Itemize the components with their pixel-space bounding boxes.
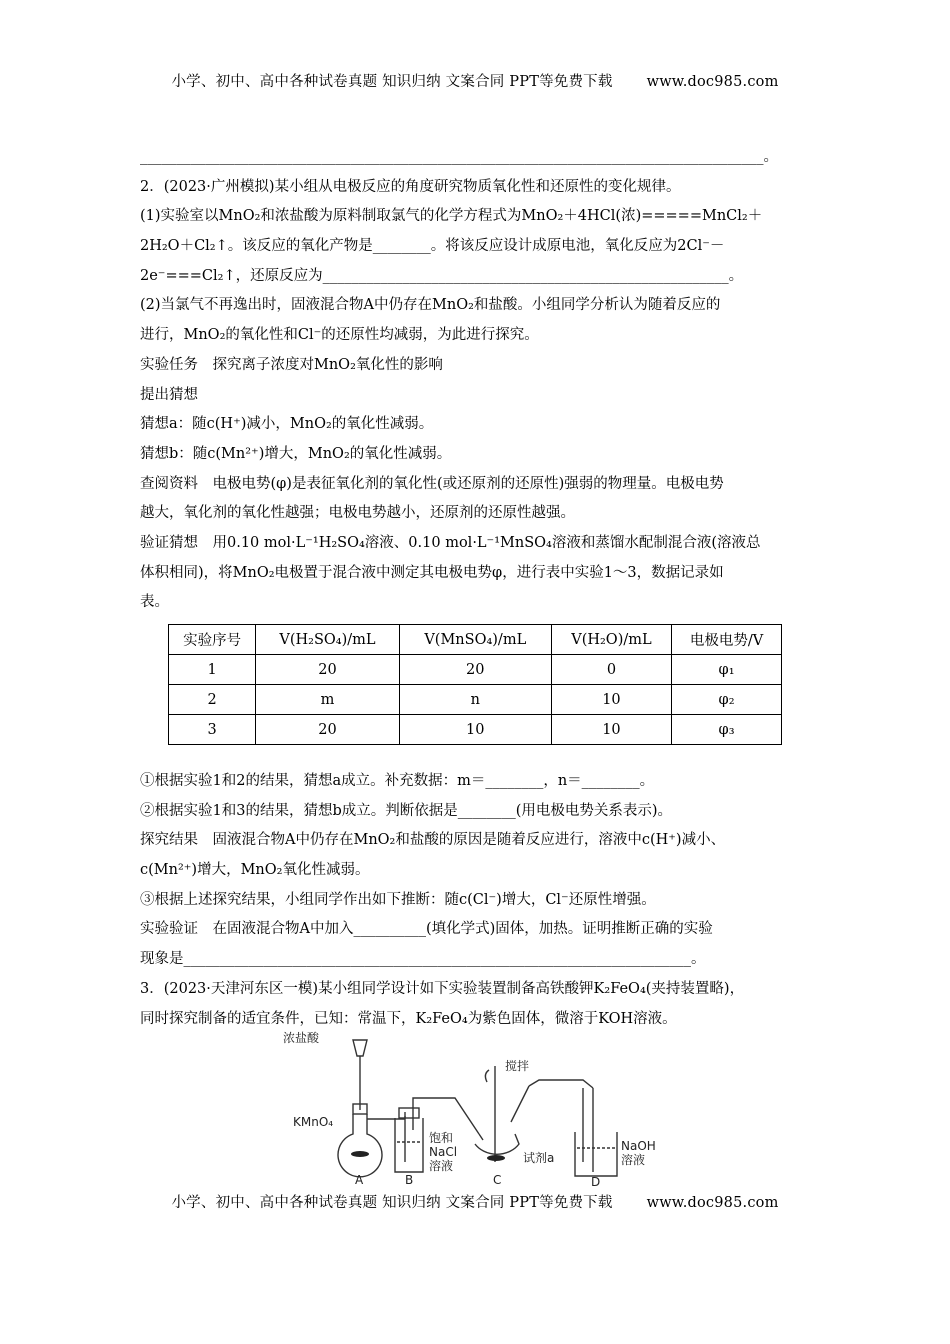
table-row [169, 655, 782, 685]
text-line: 现象是______________________________________________________________________。 [140, 951, 706, 968]
label-b: B [405, 1173, 414, 1187]
answer-line: ______________________________________________________________________________________。 [140, 149, 778, 165]
text-line: 查阅资料 电极电势(φ)是表征氧化剂的氧化性(或还原剂的还原性)强弱的物理量。电极电势 [140, 475, 724, 492]
table-header-cell: 电极电势/V [672, 625, 782, 655]
document-body [140, 143, 820, 1034]
table-cell: 20 [256, 715, 400, 745]
table-header-row [169, 625, 782, 655]
label-naoh-2: 溶液 [621, 1153, 646, 1167]
table-cell: 1 [169, 655, 256, 685]
text-line: 体积相同)，将MnO₂电极置于混合液中测定其电极电势φ，进行表中实验1～3，数据记录如 [140, 564, 724, 581]
text-line: 实验验证 在固液混合物A中加入__________(填化学式)固体，加热。证明推断正确的实验 [140, 921, 713, 938]
q2-prefix: 2．(2023· [140, 178, 211, 195]
label-nacl-1: 饱和 [429, 1131, 454, 1145]
table-row [169, 715, 782, 745]
text-line: (1)实验室以MnO₂和浓盐酸为原料制取氯气的化学方程式为MnO₂＋4HCl(浓)=====MnCl₂＋ [140, 208, 763, 225]
label-a: A [355, 1173, 364, 1187]
question-3-title [140, 975, 820, 1005]
label-naoh-1: NaOH [621, 1139, 656, 1153]
text-line: 实验任务 探究离子浓度对MnO₂氧化性的影响 [140, 356, 443, 373]
page-footer [0, 1191, 950, 1212]
label-reagent: 试剂a [523, 1151, 555, 1165]
label-nacl-2: NaCl [429, 1145, 458, 1159]
table-header-cell: V(H₂O)/mL [551, 625, 671, 655]
text-line: 猜想a：随c(H⁺)减小，MnO₂的氧化性减弱。 [140, 416, 434, 433]
table-cell: 10 [551, 685, 671, 715]
solid-a [351, 1151, 369, 1157]
page-header [0, 70, 950, 91]
text-line: ②根据实验1和3的结果，猜想b成立。判断依据是________(用电极电势关系表示)。 [140, 802, 673, 819]
text-line: 2H₂O＋Cl₂↑。该反应的氧化产物是________。将该反应设计成原电池，氧化反应为2Cl⁻－ [140, 238, 725, 255]
table-cell: 10 [551, 715, 671, 745]
label-stir: 搅拌 [505, 1059, 530, 1073]
q2-stem: )某小组从电极反应的角度研究物质氧化性和还原性的变化规律。 [268, 178, 681, 195]
q3-prefix: 3．(2023· [140, 980, 211, 997]
text-line: ③根据上述探究结果，小组同学作出如下推断：随c(Cl⁻)增大，Cl⁻还原性增强。 [140, 891, 656, 908]
table-cell: 10 [399, 715, 551, 745]
footer-text: 小学、初中、高中各种试卷真题 知识归纳 文案合同 PPT等免费下载 [171, 1195, 613, 1211]
text-line: (2)当氯气不再逸出时，固液混合物A中仍存在MnO₂和盐酸。小组同学分析认为随着反应的 [140, 297, 721, 314]
table-cell: 20 [399, 655, 551, 685]
text-line: 验证猜想 用0.10 mol·L⁻¹H₂SO₄溶液、0.10 mol·L⁻¹MnSO₄溶液和蒸馏水配制混合液(溶液总 [140, 534, 761, 551]
text-line: ①根据实验1和2的结果，猜想a成立。补充数据：m＝________，n＝________。 [140, 773, 655, 789]
text-line: 提出猜想 [140, 386, 198, 403]
q2-source: 广州模拟 [210, 178, 269, 195]
label-nacl-3: 溶液 [429, 1159, 454, 1173]
text-line: 同时探究制备的适宜条件，已知：常温下，K₂FeO₄为紫色固体，微溶于KOH溶液。 [140, 1010, 677, 1027]
table-cell: φ₂ [672, 685, 782, 715]
solid-c [487, 1155, 505, 1161]
text-line: 进行，MnO₂的氧化性和Cl⁻的还原性均减弱，为此进行探究。 [140, 327, 539, 344]
table-cell: 2 [169, 685, 256, 715]
label-c: C [493, 1173, 502, 1187]
table-cell: m [256, 685, 400, 715]
text-line: c(Mn²⁺)增大，MnO₂氧化性减弱。 [140, 862, 370, 879]
beaker-d [575, 1088, 617, 1176]
label-hcl: 浓盐酸 [283, 1031, 320, 1045]
table-cell: n [399, 685, 551, 715]
table-header-cell: 实验序号 [169, 625, 256, 655]
text-line: 越大，氧化剂的氧化性越强；电极电势越小，还原剂的还原性越强。 [140, 505, 575, 522]
text-line: 探究结果 固液混合物A中仍存在MnO₂和盐酸的原因是随着反应进行，溶液中c(H⁺)减小、 [140, 832, 726, 849]
table-header-cell: V(H₂SO₄)/mL [256, 625, 400, 655]
table-cell: φ₃ [672, 715, 782, 745]
table-header-cell: V(MnSO₄)/mL [399, 625, 551, 655]
q3-source: 天津河东区一模 [210, 980, 313, 997]
table-cell: 20 [256, 655, 400, 685]
q3-stem: )某小组同学设计如下实验装置制备高铁酸钾K₂FeO₄(夹持装置略)， [312, 980, 745, 997]
text-line: 猜想b：随c(Mn²⁺)增大，MnO₂的氧化性减弱。 [140, 445, 452, 462]
footer-site: www.doc985.com [646, 1195, 779, 1211]
table-row [169, 685, 782, 715]
label-kmno4: KMnO₄ [293, 1115, 334, 1129]
text-line: 2e⁻===Cl₂↑，还原反应为________________________________________________________。 [140, 267, 744, 284]
label-d: D [591, 1175, 601, 1189]
apparatus-diagram [283, 1022, 683, 1190]
text-line: 表。 [140, 594, 169, 611]
question-2-title [140, 173, 820, 203]
table-cell: 3 [169, 715, 256, 745]
header-text: 小学、初中、高中各种试卷真题 知识归纳 文案合同 PPT等免费下载 [171, 74, 613, 90]
table-cell: φ₁ [672, 655, 782, 685]
header-site: www.doc985.com [646, 74, 779, 90]
experiment-table [168, 624, 782, 745]
table-cell: 0 [551, 655, 671, 685]
